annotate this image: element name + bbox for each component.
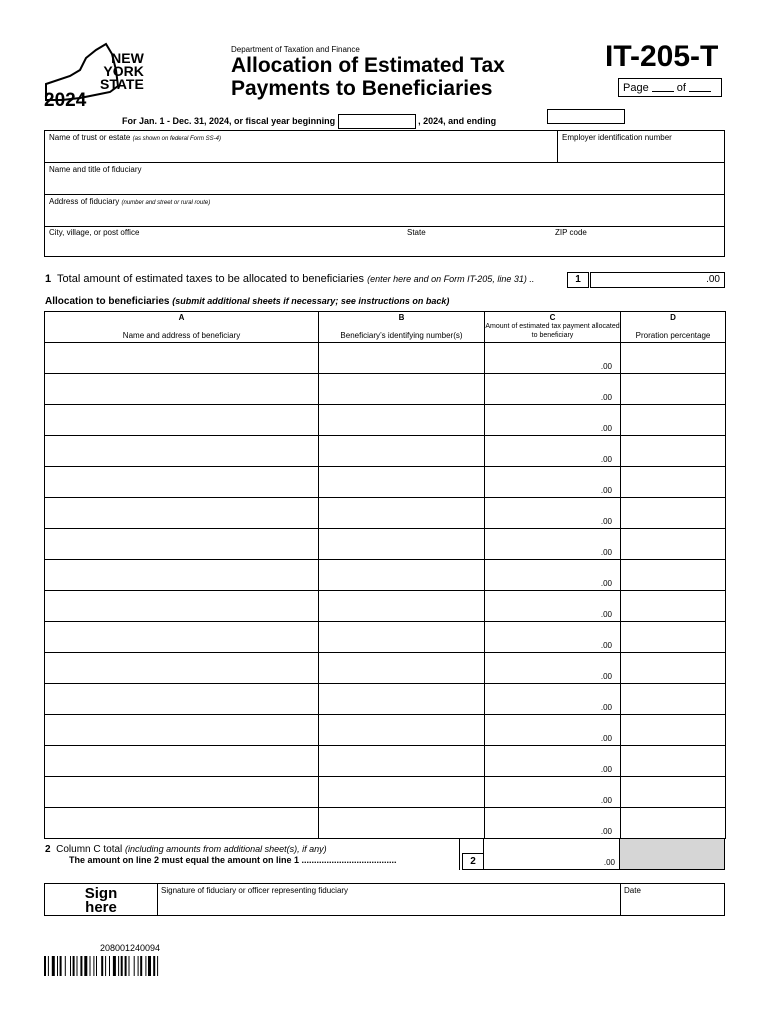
form-title: Allocation of Estimated Tax Payments to Beneficiaries [231, 54, 505, 100]
fiduciary-name-field[interactable]: Name and title of fiduciary [49, 165, 142, 174]
beneficiary-name-cell[interactable] [45, 467, 319, 498]
beneficiary-id-cell[interactable] [319, 591, 485, 622]
barcode-bar [118, 956, 119, 976]
beneficiary-id-cell[interactable] [319, 715, 485, 746]
line2-amount-input[interactable]: .00 [483, 838, 620, 870]
zip-field[interactable]: ZIP code [555, 228, 587, 237]
barcode-bar [105, 956, 106, 976]
beneficiary-id-cell[interactable] [319, 529, 485, 560]
line2-divider [459, 838, 460, 870]
fiscal-beginning-input[interactable] [338, 114, 416, 129]
barcode-bar [109, 956, 110, 976]
city-field[interactable]: City, village, or post office [49, 228, 140, 237]
allocated-amount-cell[interactable]: .00 [485, 436, 621, 467]
sign-here-label: Sign here [84, 885, 118, 916]
proration-percentage-cell[interactable] [621, 498, 726, 529]
barcode-bar [44, 956, 46, 976]
proration-percentage-cell[interactable] [621, 808, 726, 839]
logo-text: NEW YORK STATE [100, 50, 144, 92]
proration-percentage-cell[interactable] [621, 746, 726, 777]
beneficiary-id-cell[interactable] [319, 746, 485, 777]
beneficiary-id-cell[interactable] [319, 405, 485, 436]
table-row [45, 560, 726, 591]
table-row [45, 405, 726, 436]
barcode-bar [140, 956, 142, 976]
proration-percentage-cell[interactable] [621, 715, 726, 746]
barcode-bar [60, 956, 62, 976]
column-a-header: A Name and address of beneficiary [45, 312, 319, 343]
allocated-amount-cell[interactable]: .00 [485, 467, 621, 498]
allocated-amount-cell[interactable]: .00 [485, 343, 621, 374]
line2-text: 2 Column C total (including amounts from additional sheet(s), if any) The amount on line 2 must equal the amount on line 1 ...................................... [45, 844, 397, 865]
beneficiary-name-cell[interactable] [45, 653, 319, 684]
beneficiary-name-cell[interactable] [45, 436, 319, 467]
proration-percentage-cell[interactable] [621, 777, 726, 808]
line1-number-box: 1 [567, 272, 589, 288]
proration-percentage-cell[interactable] [621, 436, 726, 467]
proration-percentage-cell[interactable] [621, 405, 726, 436]
barcode-bar [65, 956, 66, 976]
barcode-bar [148, 956, 151, 976]
barcode-bar [73, 956, 75, 976]
table-row [45, 715, 726, 746]
allocation-table [44, 311, 726, 839]
beneficiary-id-cell[interactable] [319, 777, 485, 808]
barcode-bar [96, 956, 97, 976]
allocated-amount-cell[interactable]: .00 [485, 622, 621, 653]
allocated-amount-cell[interactable]: .00 [485, 746, 621, 777]
barcode-bar [125, 956, 127, 976]
department-name: Department of Taxation and Finance [231, 45, 360, 54]
beneficiary-name-cell[interactable] [45, 560, 319, 591]
beneficiary-name-cell[interactable] [45, 374, 319, 405]
line1-text: 1 Total amount of estimated taxes to be allocated to beneficiaries (enter here and on Form IT-205, line 31) .. [45, 273, 535, 285]
allocated-amount-cell[interactable]: .00 [485, 529, 621, 560]
beneficiary-id-cell[interactable] [319, 808, 485, 839]
barcode-bar [70, 956, 71, 976]
table-row [45, 684, 726, 715]
allocated-amount-cell[interactable]: .00 [485, 808, 621, 839]
taxpayer-info-block [44, 130, 725, 257]
line2-number-box: 2 [462, 853, 484, 870]
table-row [45, 343, 726, 374]
table-header-row [45, 312, 726, 343]
beneficiary-id-cell[interactable] [319, 622, 485, 653]
allocation-heading: Allocation to beneficiaries (submit additional sheets if necessary; see instructions on back) [45, 296, 450, 307]
fiscal-year-line: For Jan. 1 - Dec. 31, 2024, or fiscal year beginning , 2024, and ending [122, 114, 496, 129]
beneficiary-name-cell[interactable] [45, 684, 319, 715]
allocated-amount-cell[interactable]: .00 [485, 684, 621, 715]
beneficiary-name-cell[interactable] [45, 622, 319, 653]
barcode-bar [101, 956, 103, 976]
table-row [45, 374, 726, 405]
proration-percentage-cell[interactable] [621, 560, 726, 591]
barcode-bar [129, 956, 130, 976]
allocated-amount-cell[interactable]: .00 [485, 374, 621, 405]
barcode-bar [52, 956, 55, 976]
barcode-bar [157, 956, 158, 976]
beneficiary-id-cell[interactable] [319, 374, 485, 405]
beneficiary-name-cell[interactable] [45, 498, 319, 529]
allocated-amount-cell[interactable]: .00 [485, 405, 621, 436]
form-year: 2024 [44, 90, 87, 111]
allocated-amount-cell[interactable]: .00 [485, 777, 621, 808]
table-row [45, 777, 726, 808]
column-c-header: C Amount of estimated tax payment allocated to beneficiary [485, 312, 621, 343]
table-row [45, 622, 726, 653]
column-d-header: D Proration percentage [621, 312, 726, 343]
beneficiary-name-cell[interactable] [45, 715, 319, 746]
table-row [45, 529, 726, 560]
barcode-bar [138, 956, 139, 976]
allocated-amount-cell[interactable]: .00 [485, 653, 621, 684]
proration-percentage-cell[interactable] [621, 467, 726, 498]
allocated-amount-cell[interactable]: .00 [485, 560, 621, 591]
line2-shaded-cell [619, 838, 725, 870]
barcode-bar [113, 956, 116, 976]
proration-percentage-cell[interactable] [621, 653, 726, 684]
page-of-field[interactable]: Page of [618, 78, 722, 97]
barcode-number: 208001240094 [100, 943, 161, 953]
beneficiary-name-cell[interactable] [45, 405, 319, 436]
proration-percentage-cell[interactable] [621, 374, 726, 405]
barcode-image [44, 956, 194, 976]
proration-percentage-cell[interactable] [621, 591, 726, 622]
fiscal-ending-input[interactable] [547, 109, 625, 124]
column-b-header: B Beneficiary’s identifying number(s) [319, 312, 485, 343]
barcode-bar [121, 956, 123, 976]
beneficiary-name-cell[interactable] [45, 777, 319, 808]
table-row [45, 653, 726, 684]
trust-name-field[interactable]: Name of trust or estate (as shown on federal Form SS-4) [49, 133, 221, 142]
beneficiary-name-cell[interactable] [45, 746, 319, 777]
barcode-bar [93, 956, 94, 976]
line1-amount-input[interactable]: .00 [590, 272, 725, 288]
table-row [45, 591, 726, 622]
fiduciary-address-field[interactable]: Address of fiduciary (number and street or rural route) [49, 197, 211, 206]
barcode-bar [84, 956, 87, 976]
proration-percentage-cell[interactable] [621, 622, 726, 653]
beneficiary-id-cell[interactable] [319, 684, 485, 715]
barcode-bar [153, 956, 155, 976]
signature-block [44, 883, 725, 916]
beneficiary-name-cell[interactable] [45, 343, 319, 374]
proration-percentage-cell[interactable] [621, 684, 726, 715]
beneficiary-name-cell[interactable] [45, 808, 319, 839]
beneficiary-name-cell[interactable] [45, 529, 319, 560]
signature-field[interactable]: Signature of fiduciary or officer representing fiduciary [161, 886, 349, 895]
barcode-bar [77, 956, 78, 976]
beneficiary-id-cell[interactable] [319, 653, 485, 684]
barcode-bar [134, 956, 135, 976]
barcode-bar [80, 956, 82, 976]
beneficiary-id-cell[interactable] [319, 436, 485, 467]
allocated-amount-cell[interactable]: .00 [485, 591, 621, 622]
beneficiary-id-cell[interactable] [319, 560, 485, 591]
barcode-bar [145, 956, 146, 976]
table-row [45, 436, 726, 467]
date-field[interactable]: Date [624, 886, 641, 895]
proration-percentage-cell[interactable] [621, 529, 726, 560]
proration-percentage-cell[interactable] [621, 343, 726, 374]
table-row [45, 498, 726, 529]
table-row [45, 746, 726, 777]
allocated-amount-cell[interactable]: .00 [485, 498, 621, 529]
beneficiary-id-cell[interactable] [319, 343, 485, 374]
ein-field[interactable]: Employer identification number [562, 133, 672, 142]
barcode-bar [48, 956, 49, 976]
allocated-amount-cell[interactable]: .00 [485, 715, 621, 746]
beneficiary-name-cell[interactable] [45, 591, 319, 622]
state-field[interactable]: State [407, 228, 426, 237]
barcode-bar [57, 956, 58, 976]
beneficiary-id-cell[interactable] [319, 498, 485, 529]
table-row [45, 467, 726, 498]
beneficiary-id-cell[interactable] [319, 467, 485, 498]
barcode-bar [90, 956, 91, 976]
table-row [45, 808, 726, 839]
form-number: IT-205-T [605, 40, 719, 73]
